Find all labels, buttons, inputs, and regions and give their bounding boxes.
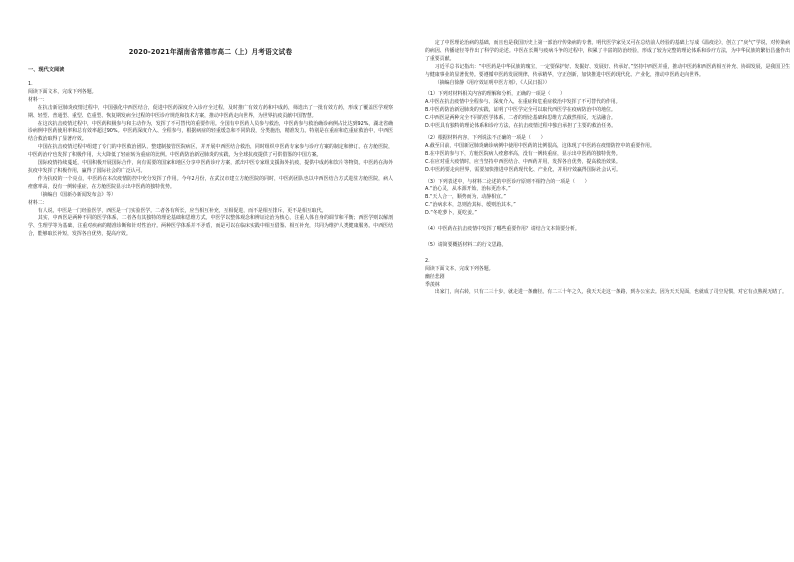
question-number: 2.: [425, 257, 430, 264]
question-number: 1.: [28, 81, 33, 87]
question-intro: 阅读下面文本，完成下列各题。: [425, 265, 494, 272]
material-paragraph: 国际疫情持续蔓延，中国积极开展国际合作，向有需要的国家和地区分享中医药诊疗方案，派出中医专家组支援海外抗疫，提供中成药和饮片等物资。中医药在海外抗疫中发挥了积极作用，赢得了国际社会的广泛认可。: [28, 160, 393, 174]
answer-option: D.“冬吃萝卜，夏吃姜。”: [425, 210, 477, 217]
material-paragraph: 其实，中西医是两种不同的医学体系，二者各有其独特的理论基础和思维方式。中医学以整体观念和辨证论治为核心，注重人体自身的调节和平衡；西医学则以解剖学、生理学等为基础，注重对疾病的精准诊断和针对性治疗。两种医学体系并不矛盾，而是可以在临床实践中相互借鉴、相互补充，共同为维护人类健康服务。中西医结合，能够取长补短，发挥各自优势，提高疗效。: [28, 215, 393, 238]
answer-option: D.中医具有独特的理论体系和诊疗方法，在抗击疫情过程中独自承担了主要的救治任务。: [425, 123, 617, 130]
answer-option: D.中医药要走向世界，需要加快推进中医药现代化、产业化，并用疗效赢得国际社会认可。: [425, 166, 622, 173]
material-label: 材料二：: [28, 199, 48, 206]
material-label: 材料一：: [28, 96, 48, 103]
answer-option: B.中医药防治新冠肺炎的实践，证明了中医学完全可以取代西医学在疫病防治中的地位。: [425, 107, 616, 114]
story-paragraph: 出家门，向右转，只有二三十步，就走进一条幽径。有二三十年之久，我天天走这一条路，到办公室去。因为天天见面，也就成了司空见惯，对它有点熟视无睹了。: [434, 289, 787, 296]
material-paragraph: 中国在抗击疫情过程中组建了专门的中医救治团队，整建制接管医院病区，并开展中西医结合救治，同时组织中医药专家参与诊疗方案的制定和修订。在方舱医院，中医药治疗也发挥了积极作用，大大降低了轻症转为重症的比例。中医药防治新冠肺炎的实践，为全球抗疫提供了可供借鉴的中国方案。: [28, 144, 393, 159]
section-heading: 一、现代文阅读: [28, 67, 65, 73]
answer-option: A.中医在抗击疫情中全程参与、深度介入，在重症和危重症救治中发挥了不可替代的作用。: [425, 99, 621, 106]
question-stem: （3）下列表述中，与材料二论述的中医诊疗原则不相符合的一项是（ ）: [425, 178, 590, 185]
answer-option: A.截至目前，中国新冠肺炎确诊病例中使用中医药的比例很高，这体现了中医药在疫情防控中的重要作用。: [425, 142, 655, 149]
question-stem: （4）中医药在抗击疫情中发挥了哪些重要作用？请结合文本简要分析。: [425, 226, 580, 233]
material-paragraph: 定了中医理论治病的基础，而且也是我国历史上第一部治疗传染病的专著。明代医学家吴又可在总结前人经验的基础上写成《温疫论》，创立了“戾气”学说，对传染病的病因、传播途径等作出了科学的论述。中医在长期与疫病斗争的过程中，积累了丰富的防治经验，形成了较为完整的理论体系和诊疗方法，为中华民族的繁衍昌盛作出了重要贡献。: [425, 40, 790, 62]
material-paragraph: 在抗击新冠肺炎疫情过程中，中国强化中西医结合，促进中医药深度介入诊疗全过程，及时推广有效方药和中成药，筛选出了一批有效方药，形成了覆盖医学观察期、轻型、普通型、重型、危重型、恢复期发病全过程的中医诊疗规范和技术方案，推动中医药走向世界，为世界抗疫贡献中国智慧。: [28, 104, 393, 119]
right-column: [425, 0, 790, 562]
question-intro: 阅读下面文本，完成下列各题。: [28, 88, 97, 95]
material-paragraph: 习近平总书记指出：“中医药是中华民族的瑰宝，一定要保护好、发掘好、发展好、传承好。”坚持中西医并重，推动中医药和西医药相互补充、协调发展，是我国卫生与健康事业的显著优势。要遵循中医药发展规律，传承精华，守正创新，加快推进中医药现代化、产业化，推动中医药走向世界。: [425, 63, 790, 78]
material-paragraph: 有人说，中医是一门经验医学，西医是一门实验医学。二者各有所长，应当相互补充，互相促进，而不是相互排斥，更不是相互取代。: [37, 207, 327, 214]
material-paragraph: 在这次抗击疫情过程中，中医药积极参与和主动作为，发挥了不可替代的重要作用。全国有中医药人员参与救治，中医药参与救治确诊病例占比达到92%，湖北省确诊病例中医药使用率和总有效率超过90%。中医药深度介入、全程参与，根据病症的轻重缓急和不同阶段，分类施治，精准发力。特别是在重症和危重症救治中，中西医结合救治取得了显著疗效。: [28, 120, 393, 143]
story-title: 幽径悲剧: [425, 273, 445, 280]
material-source: （摘编自徐静《用疗效证明中医方剂》，《人民日报》）: [434, 79, 550, 86]
material-source: （摘编自《国新办新闻发布会》等）: [37, 191, 117, 198]
exam-title: 2020-2021年湖南省常德市高二（上）月考语文试卷: [128, 48, 293, 56]
story-author: 季羡林: [425, 281, 440, 288]
answer-option: C.在应对重大疫情时，应当坚持中西医结合、中西药并用，发挥各自优势，提高救治效果。: [425, 158, 621, 165]
answer-option: A.“治心灵，从本源开始，治标更治本。”: [425, 186, 511, 193]
left-column: [28, 0, 393, 562]
answer-option: C.“治病求本，急则治其标，缓则治其本。”: [425, 202, 516, 209]
question-stem: （2）根据材料内容，下列说法不正确的一项是（ ）: [425, 134, 546, 141]
material-paragraph: 作为抗疫的一个亮点，中医药在本次疫情防控中充分发挥了作用。今年2月份，在武汉市建立方舱医院的同时，中医药团队也以中西医结合方式进驻方舱医院，病人痊愈率高，没有一例转重症，在方舱医院显示出中医药的独特优势。: [28, 175, 393, 190]
question-stem: （1）下列对材料相关内容的理解和分析，正确的一项是（ ）: [425, 91, 566, 98]
answer-option: B.在中医的参与下，方舱医院病人痊愈率高，没有一例转重症，显示出中医药的独特优势。: [425, 150, 621, 157]
answer-option: C.中西医是两种完全不同的医学体系，二者的理论基础和思维方式截然相反，无法融合。: [425, 115, 616, 122]
question-stem: （5）请简要概括材料二的行文思路。: [425, 241, 507, 248]
answer-option: B.“天人合一，顺势而为，动静相宜。”: [425, 194, 506, 201]
